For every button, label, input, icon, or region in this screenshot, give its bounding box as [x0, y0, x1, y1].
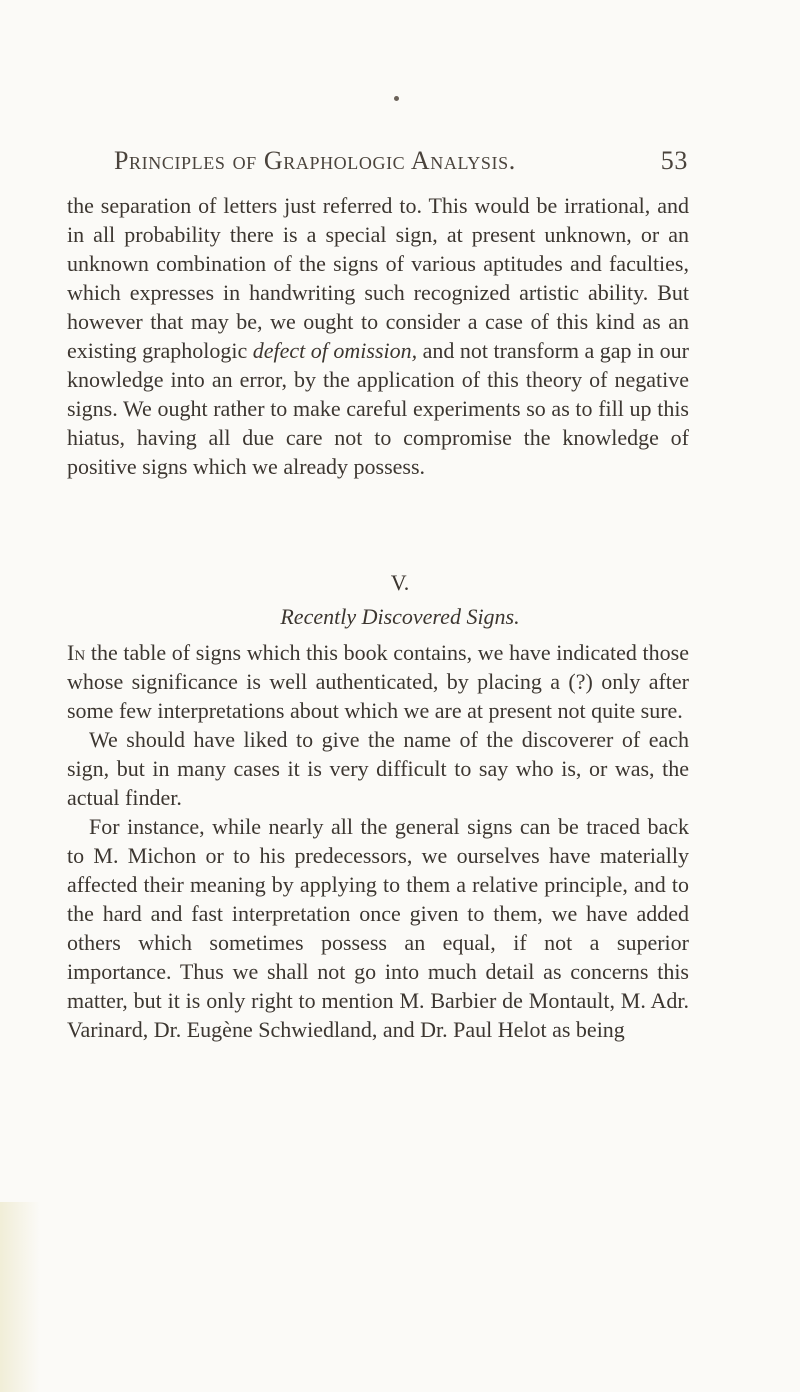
- paragraph-continuation: [67, 191, 689, 481]
- paragraph-4: For instance, while nearly all the general signs can be traced back to M. Michon or to his predecessors, we ourselves have materially affected their meaning by applying to them a relative principle, and to the hard and fast interpretation once given to them, we have added others which sometimes possess an equal, if not a superior importance. Thus we shall not go into much detail as concerns this matter, but it is only right to mention M. Barbier de Montault, M. Adr. Varinard, Dr. Eugène Schwiedland, and Dr. Paul Helot as being: [67, 814, 689, 1042]
- paragraph-1-tail: and not transform a gap in our knowledge into an error, by the application of this theory of negative signs. We ought rather to make careful experiments so as to fill up this hiatus, having all due care not to compromise the knowledge of positive signs which we already possess.: [67, 338, 689, 479]
- section-title: Recently Discovered Signs.: [280, 604, 520, 629]
- paragraph-1-text: the separation of letters just referred to. This would be irrational, and in all probability there is a special sign, at present unknown, or an unknown combination of the signs of various aptitudes and faculties, which expresses in handwriting such recognized artistic ability. But however that may be, we ought to consider a case of this kind as an existing graphologic: [67, 193, 689, 363]
- running-header: [114, 143, 688, 179]
- section-number: V.: [390, 570, 410, 595]
- running-header-title: Principles of Graphologic Analysis.: [114, 146, 516, 175]
- print-speck: [394, 96, 399, 101]
- emphasis-defect-of-omission: defect of omission,: [252, 338, 418, 363]
- paragraph-2-rest: the table of signs which this book contains, we have indicated those whose significance is well authenticated, by placing a (?) only after some few interpretations about which we are at present not quite sure.: [67, 640, 689, 723]
- paragraph-2-lead: In: [67, 640, 86, 665]
- body-text-top: [67, 191, 689, 481]
- paragraph-2: [67, 638, 689, 725]
- page-number: 53: [660, 146, 688, 175]
- page-stain: [0, 1202, 40, 1392]
- body-text-bottom: [67, 638, 689, 1044]
- paragraph-3: We should have liked to give the name of the discoverer of each sign, but in many cases it is very difficult to say who is, or was, the actual finder.: [67, 727, 689, 810]
